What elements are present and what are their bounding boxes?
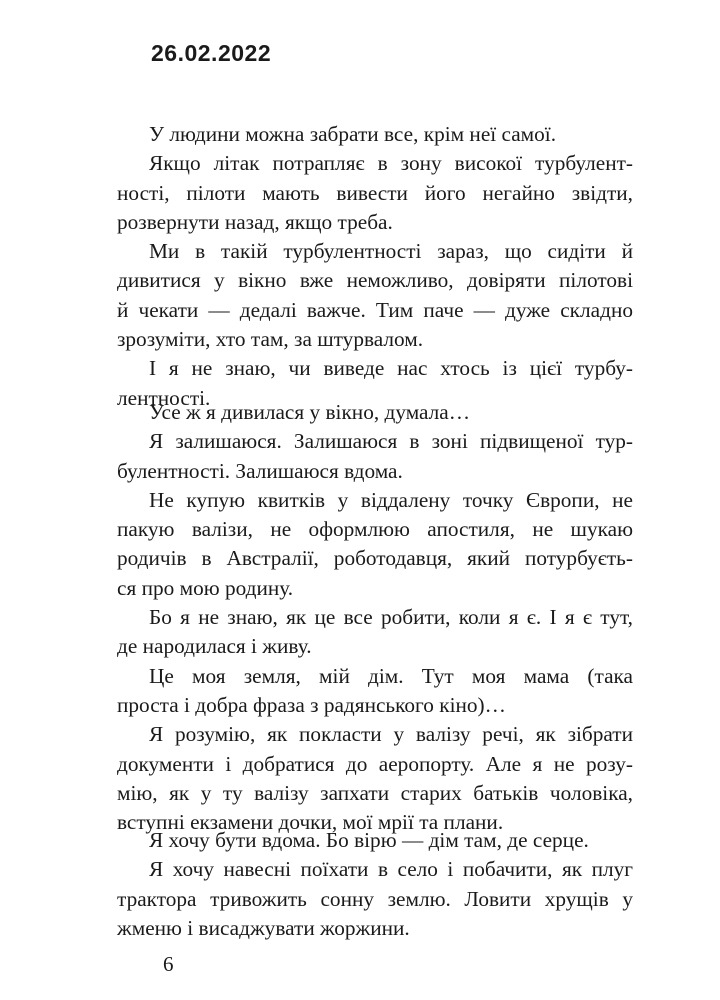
text-line: де народилася і живу. [117,634,312,659]
text-block-2 [117,398,633,837]
text-line: документи і добратися до аеропорту. Але я не розу- [117,751,633,776]
text-line: Це моя земля, мій дім. Тут моя мама (така [149,663,633,688]
text-line: родичів в Австралії, роботодавця, який потурбуєть- [117,546,633,571]
text-line: Бо я не знаю, як це все робити, коли я є. І я є тут, [149,605,633,630]
text-line: Ми в такій турбулентності зараз, що сидіти й [149,239,633,264]
text-line: трактора тривожить сонну землю. Ловити хрущів у [117,886,633,911]
text-line: дивитися у вікно вже неможливо, довіряти пілотові [117,268,633,293]
text-line: Я хочу навесні поїхати в село і побачити, як плуг [149,857,633,882]
text-line: розвернути назад, якщо треба. [117,209,393,234]
text-line: пакую валізи, не оформлюю апостиля, не шукаю [117,517,633,542]
text-line: Я хочу бути вдома. Бо вірю — дім там, де серце. [149,828,589,852]
text-line: проста і добра фраза з радянського кіно)… [117,692,506,717]
text-line: У людини можна забрати все, крім неї самої. [149,122,557,146]
text-block-3 [117,826,633,943]
text-line: Якщо літак потрапляє в зону високої турбулент- [149,151,633,176]
text-block-1 [117,120,633,413]
text-line: жменю і висаджувати жоржини. [117,915,410,940]
text-line: мію, як у ту валізу запхати старих батьків чоловіка, [117,780,633,805]
text-line: вступні екзамени дочки, мої мрії та плани. [117,810,504,835]
text-line: зрозуміти, хто там, за штурвалом. [117,327,424,352]
text-line: Я залишаюся. Залишаюся в зоні підвищеної тур- [149,429,633,454]
date-heading: 26.02.2022 [151,40,272,66]
text-line: ся про мою родину. [117,575,294,600]
page-number: 6 [163,952,174,976]
text-line: булентності. Залишаюся вдома. [117,458,403,483]
text-line: Усе ж я дивилася у вікно, думала… [149,400,471,424]
text-line: Я розумію, як покласти у валізу речі, як зібрати [149,722,633,747]
text-line: й чекати — дедалі важче. Тим паче — дуже складно [117,297,633,322]
text-line: лентності. [117,385,211,410]
text-line: І я не знаю, чи виведе нас хтось із цієї турбу- [149,356,633,381]
text-line: Не купую квитків у віддалену точку Європи, не [149,487,633,512]
text-line: ності, пілоти мають вивести його негайно звідти, [117,180,633,205]
